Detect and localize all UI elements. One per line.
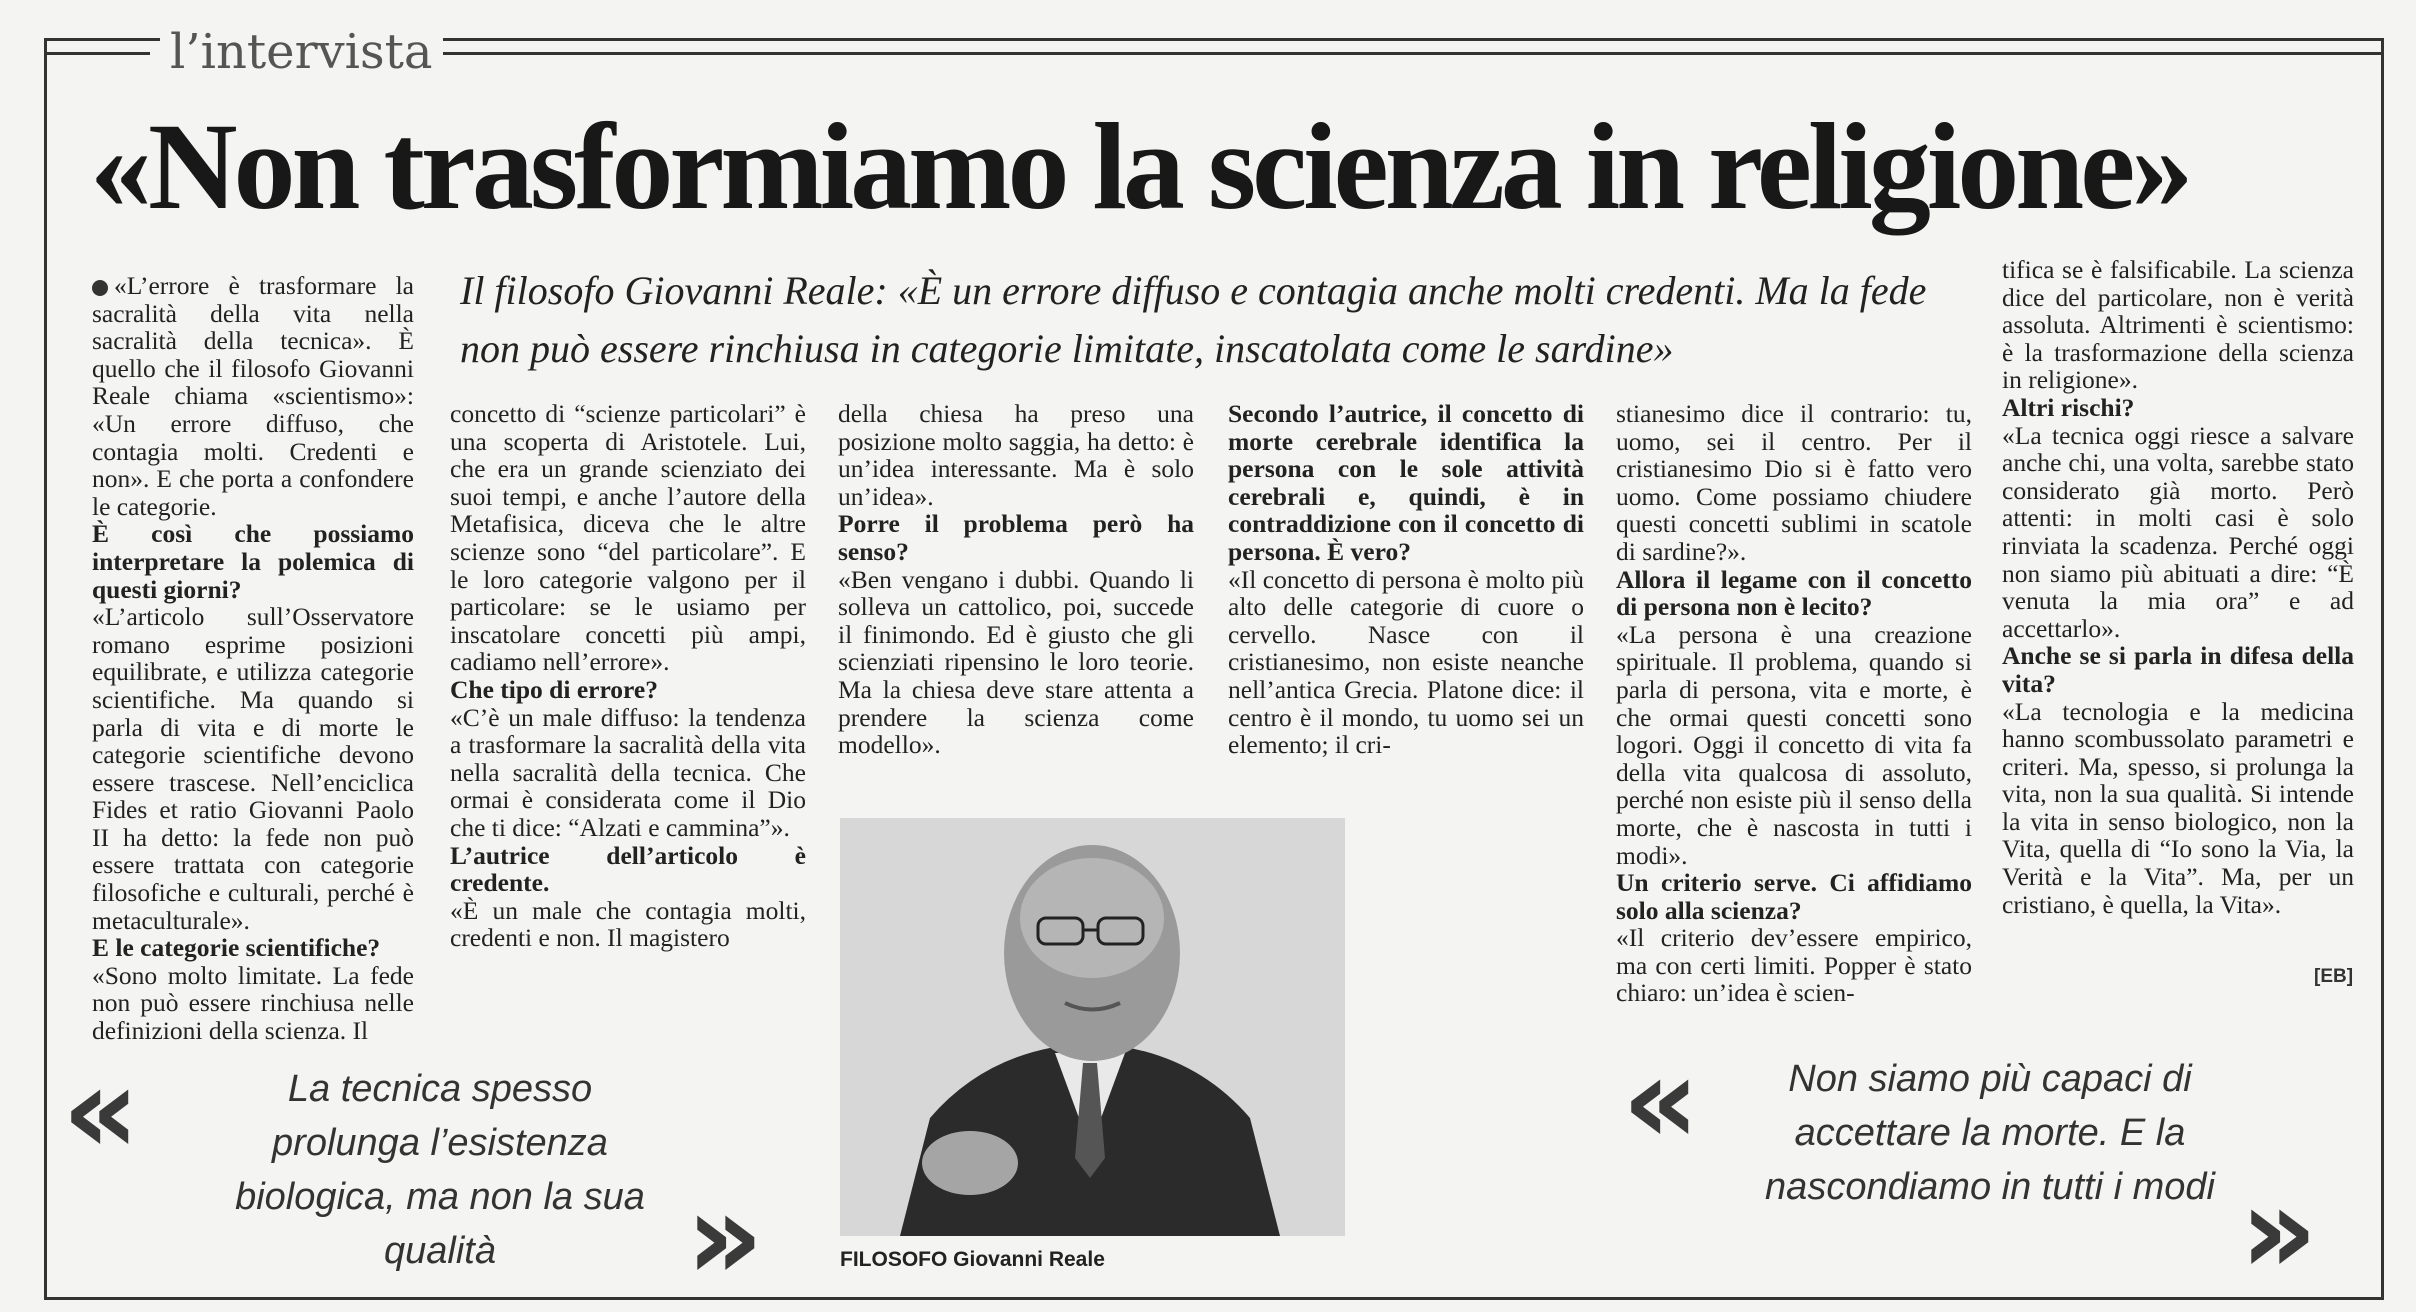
interview-question: È così che possiamo interpretare la polemica di questi giorni? <box>92 519 414 604</box>
interview-question: Altri rischi? <box>2002 392 2135 422</box>
article-column-2 <box>450 400 806 952</box>
interview-paragraph: concetto di “scienze particolari” è una scoperta di Aristotele. Lui, che era un grande scienziato dei suoi tempi, e anche l’autore della Metafisica, diceva che le altre scienze sono “del particolare”. E le loro categorie valgono per il particolare: se le usiamo per inscatolare concetti più ampi, cadiamo nell’errore». <box>450 399 806 677</box>
interview-paragraph: tifica se è falsificabile. La scienza dice del particolare, non è verità assoluta. Altrimenti è scientismo: è la trasformazione della scienza in religione». <box>2002 255 2354 395</box>
interview-paragraph: «La persona è una creazione spirituale. Il problema, quando si parla di persona, vita e morte, è che ormai questi concetti sono logori. Oggi il concetto di vita fa della vita qualcosa di assoluto, perché non esiste più il senso della morte, che è nascosta in tutti i modi». <box>1616 619 1972 870</box>
interview-paragraph: «Il criterio dev’essere empirico, ma con certi limiti. Popper è stato chiaro: un’idea è scien- <box>1616 923 1972 1008</box>
pull-quote-left: La tecnica spesso prolunga l’esistenza biologica, ma non la sua qualità <box>235 1068 645 1272</box>
section-label: l’intervista <box>160 24 443 80</box>
article-column-6 <box>2002 256 2354 918</box>
chevron-open-right-icon: « <box>1622 1032 1682 1171</box>
interview-paragraph: «Il concetto di persona è molto più alto delle categorie di cuore o cervello. Nasce con il cristianesimo, non esiste neanche nell’antica Grecia. Platone dice: il centro è il mondo, tu uomo sei un elemento; il cri- <box>1228 564 1584 760</box>
interview-question: Che tipo di errore? <box>450 674 658 704</box>
pull-quote-right: Non siamo più capaci di accettare la morte. E la nascondiamo in tutti i modi <box>1765 1058 2215 1208</box>
article-column-1 <box>92 272 414 1045</box>
interview-paragraph: «C’è un male diffuso: la tendenza a trasformare la sacralità della vita nella sacralità della tecnica. Che ormai è considerata come il Dio che ti dice: “Alzati e cammina”». <box>450 702 806 842</box>
interview-paragraph: «È un male che contagia molti, credenti e non. Il magistero <box>450 895 806 953</box>
article-column-4 <box>1228 400 1584 759</box>
interview-paragraph: «Ben vengano i dubbi. Quando li solleva un cattolico, poi, succede il finimondo. Ed è giusto che gli scienziati ripensino le loro teorie. Ma la chiesa deve stare attenta a prendere la scienza come modello». <box>838 564 1194 760</box>
subheadline: Il filosofo Giovanni Reale: «È un errore diffuso e contagia anche molti credenti. Ma la fede non può essere rinchiusa in categorie limitate, inscatolata come le sardine» <box>460 268 1927 371</box>
interview-paragraph: «L’articolo sull’Osservatore romano esprime posizioni equilibrate, e utilizza categorie scientifiche. Ma quando si parla di vita e di morte le categorie scientifiche devono essere trascese. Nell’enciclica Fides et ratio Giovanni Paolo II ha detto: la fede non può essere trattata con categorie filosofiche e culturali, perché è metaculturale». <box>92 602 414 935</box>
interview-paragraph: «La tecnologia e la medicina hanno scombussolato parametri e criteri. Ma, spesso, si prolunga la vita, non la sua qualità. Si intende la vita in senso biologico, non la Vita, quella di “Io sono la Via, la Verità e la Vita”. Ma, per un cristiano, è quella, la Vita». <box>2002 696 2354 919</box>
interview-question: E le categorie scientifiche? <box>92 933 381 963</box>
interview-question: Porre il problema però ha senso? <box>838 509 1194 566</box>
article-column-5 <box>1616 400 1972 1007</box>
chevron-close-left-icon: » <box>686 1168 746 1307</box>
section-rule-right <box>440 52 2384 55</box>
interview-question: Secondo l’autrice, il concetto di morte cerebrale identifica la persona con le sole attività cerebrali e, quindi, è in contraddizione con il concetto di persona. È vero? <box>1228 399 1584 566</box>
interview-question: Allora il legame con il concetto di persona non è lecito? <box>1616 564 1972 622</box>
headline: «Non trasformiamo la scienza in religione» <box>90 98 2190 235</box>
interview-paragraph: della chiesa ha preso una posizione molto saggia, ha detto: è un’idea interessante. Ma è solo un’idea». <box>838 399 1194 511</box>
section-rule-left <box>44 52 150 55</box>
interview-paragraph: stianesimo dice il contrario: tu, uomo, sei il centro. Per il cristianesimo Dio si è fatto vero uomo. Come possiamo chiudere questi concetti sublimi in scatole di sardine?». <box>1616 399 1972 566</box>
interview-paragraph: «Sono molto limitate. La fede non può essere rinchiusa nelle definizioni della scienza. Il <box>92 960 414 1046</box>
article-column-3 <box>838 400 1194 759</box>
interview-question: Un criterio serve. Ci affidiamo solo alla scienza? <box>1616 868 1972 925</box>
portrait-photo <box>840 818 1345 1236</box>
lead-bullet-icon <box>92 280 108 296</box>
interview-paragraph: «L’errore è trasformare la sacralità della vita nella sacralità della tecnica». È quello che il filosofo Giovanni Reale chiama «scientismo»: «Un errore diffuso, che contagia molti. Credenti e non». E che porta a confondere le categorie. <box>92 271 414 521</box>
interview-paragraph: «La tecnica oggi riesce a salvare anche chi, una volta, sarebbe stato considerato già morto. Però attenti: in molti casi è solo rinviata la scadenza. Perché oggi non siamo più abituati a dire: “È venuta la mia ora” e ad accettarlo». <box>2002 420 2354 643</box>
interview-question: Anche se si parla in difesa della vita? <box>2002 641 2354 698</box>
interview-question: L’autrice dell’articolo è credente. <box>450 840 806 898</box>
chevron-close-right-icon: » <box>2240 1162 2300 1301</box>
chevron-open-left-icon: « <box>62 1042 122 1181</box>
author-signature: [EB] <box>2314 966 2354 987</box>
photo-caption: FILOSOFO Giovanni Reale <box>840 1248 1105 1271</box>
